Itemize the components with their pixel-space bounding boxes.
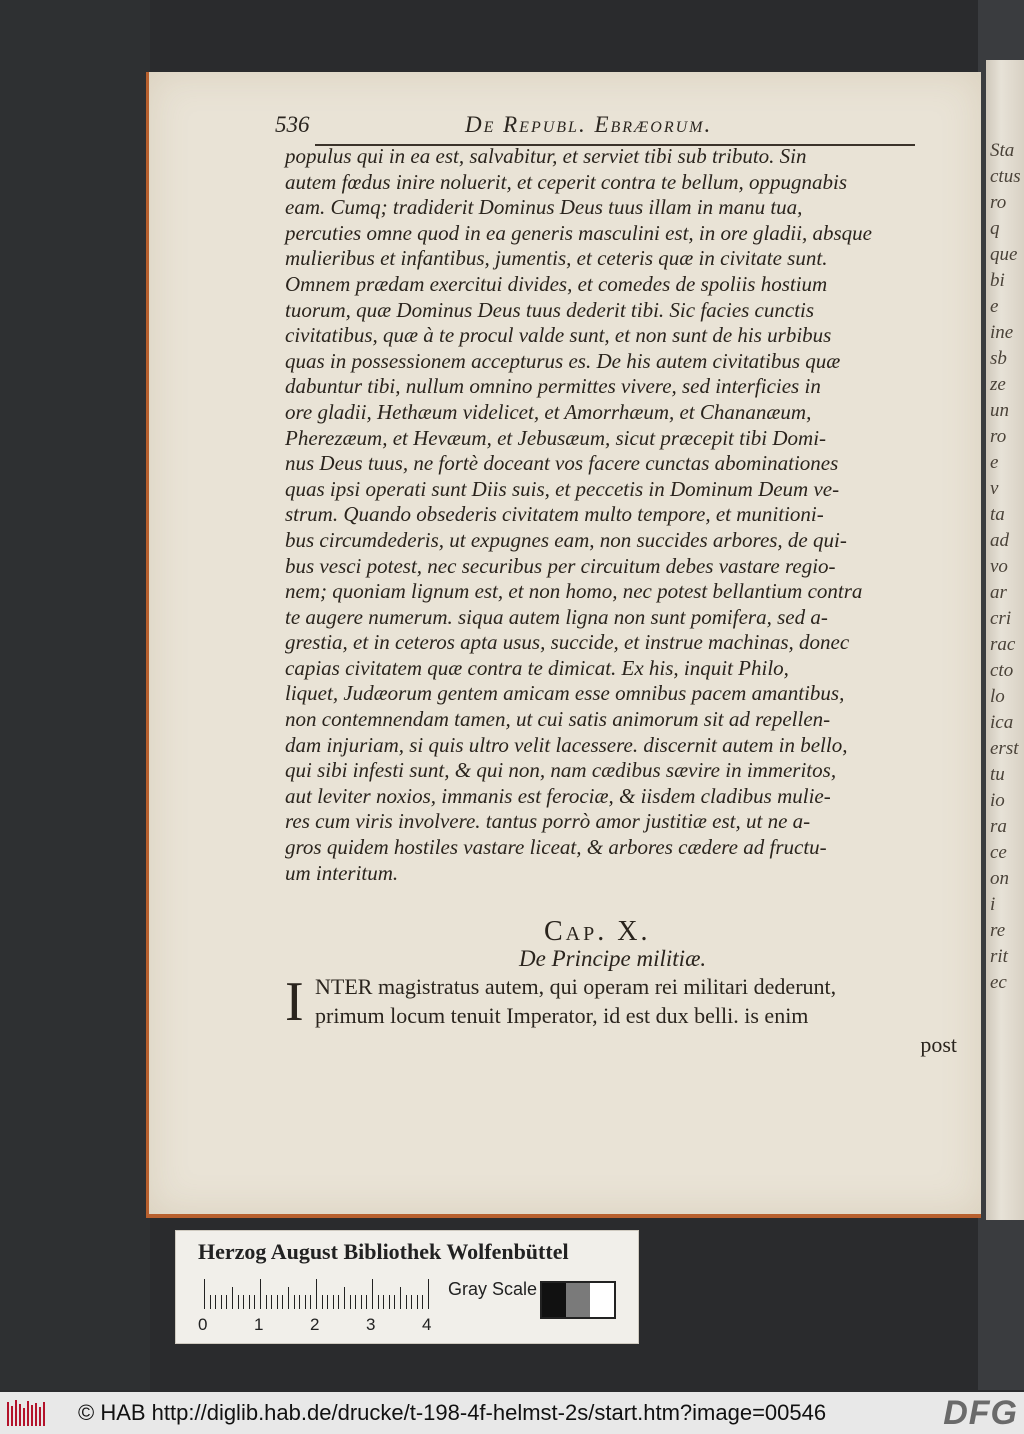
dfg-logo: DFG — [943, 1394, 1018, 1432]
adjacent-page-fragment: sb — [990, 348, 1007, 369]
text-line: populus qui in ea est, salvabitur, et serviet tibi sub tributo. Sin — [285, 144, 807, 168]
text-line: quas in possessionem accepturus es. De his autem civitatibus quæ — [285, 348, 841, 373]
gray-patch-mid — [566, 1283, 590, 1317]
adjacent-page-fragment: rit — [990, 946, 1008, 967]
gray-scale-swatch — [540, 1281, 616, 1319]
ruler-tick — [327, 1295, 328, 1309]
ruler-tick — [204, 1279, 205, 1309]
adjacent-page-fragment: ica — [990, 712, 1014, 733]
adjacent-page-fragment: ro — [990, 192, 1007, 213]
adjacent-page-fragment: vo — [990, 556, 1008, 577]
adjacent-page-fragment: ine — [990, 322, 1014, 343]
text-line: NTER magistratus autem, qui operam rei militari dederunt, — [315, 974, 837, 999]
text-line: capias civitatem quæ contra te dimicat. Ex his, inquit Philo, — [285, 655, 789, 680]
ruler-tick — [260, 1279, 261, 1309]
adjacent-page-fragment: bi — [990, 270, 1005, 291]
ruler-tick — [282, 1295, 283, 1309]
ruler-tick — [355, 1295, 356, 1309]
ruler-tick — [361, 1295, 362, 1309]
ruler-label: 4 — [422, 1315, 432, 1334]
ruler — [204, 1279, 436, 1309]
adjacent-page-fragment: ra — [990, 816, 1007, 837]
text-line: nem; quoniam lignum est, et non homo, nec potest bellantium contra — [285, 579, 863, 604]
footer-bar — [0, 1392, 1024, 1434]
ruler-label: 2 — [310, 1315, 320, 1334]
ruler-tick — [333, 1295, 334, 1309]
ruler-tick — [383, 1295, 384, 1309]
text-line: autem fœdus inire noluerit, et ceperit contra te bellum, oppugnabis — [285, 169, 848, 194]
adjacent-page-fragment: ctus — [990, 166, 1021, 187]
ruler-tick — [316, 1279, 317, 1309]
ruler-tick — [294, 1295, 295, 1309]
body-text — [285, 144, 970, 886]
chapter-subtitle: De Principe militiæ. — [519, 946, 707, 971]
text-line: gros quidem hostiles vastare liceat, & arbores cædere ad fructu- — [285, 835, 827, 860]
text-line: Pherezæum, et Hevæum, et Jebusæum, sicut præcepit tibi Domi- — [285, 425, 827, 450]
ruler-tick — [238, 1295, 239, 1309]
ruler-label: 0 — [198, 1315, 208, 1334]
adjacent-page-fragment: erst — [990, 738, 1019, 759]
chapter-heading: Cap. X. — [544, 916, 651, 947]
text-line: bus vesci potest, nec securibus per circuitum debes vastare regio- — [285, 553, 836, 578]
copyright-url[interactable]: © HAB http://diglib.hab.de/drucke/t-198-4f-helmst-2s/start.htm?image=00546 — [78, 1400, 827, 1425]
ruler-tick — [428, 1279, 429, 1309]
book-page — [146, 72, 981, 1218]
ruler-tick — [411, 1295, 412, 1309]
adjacent-page-fragment: ro — [990, 426, 1007, 447]
ruler-tick — [266, 1295, 267, 1309]
ruler-tick — [378, 1295, 379, 1309]
ruler-tick — [350, 1295, 351, 1309]
adjacent-page-fragment: tu — [990, 764, 1005, 785]
text-line: percuties omne quod in ea generis masculini est, in ore gladii, absque — [285, 220, 872, 245]
text-line: eam. Cumq; tradiderit Dominus Deus tuus illam in manu tua, — [285, 195, 803, 220]
adjacent-page-fragment: ce — [990, 842, 1007, 863]
ruler-tick — [400, 1287, 401, 1309]
adjacent-page-fragment: io — [990, 790, 1005, 811]
gray-scale-label: Gray Scale — [448, 1279, 538, 1299]
text-line: dam injuriam, si quis ultro velit lacessere. discernit autem in bello, — [285, 732, 848, 757]
text-line: dabuntur tibi, nullum omnino permittes vivere, sed interficies in — [285, 374, 821, 399]
gray-patch-dark — [542, 1283, 566, 1317]
scanner-background-left — [0, 0, 150, 1390]
ruler-tick — [338, 1295, 339, 1309]
adjacent-page-fragment: v — [990, 478, 999, 499]
ruler-tick — [299, 1295, 300, 1309]
text-line: tuorum, quæ Dominus Deus tuus dederit tibi. Sic facies cunctis — [285, 297, 815, 322]
ruler-tick — [372, 1279, 373, 1309]
adjacent-page-fragment: ad — [990, 530, 1009, 551]
ruler-tick — [406, 1295, 407, 1309]
adjacent-page-fragment: rac — [990, 634, 1016, 655]
drop-capital: I — [285, 971, 304, 1033]
adjacent-page-fragment: i — [990, 894, 996, 915]
adjacent-page-fragment: un — [990, 400, 1009, 421]
ruler-tick — [288, 1287, 289, 1309]
text-line: mulieribus et infantibus, jumentis, et ceteris quæ in civitate sunt. — [285, 246, 828, 271]
ruler-tick — [305, 1295, 306, 1309]
library-name: Herzog August Bibliothek Wolfenbüttel — [198, 1239, 569, 1264]
text-line: civitatibus, quæ à te procul valde sunt, et non sunt de his urbibus — [285, 323, 832, 348]
text-line: non contemnendam tamen, ut cui satis animorum sit ad repellen- — [285, 707, 831, 732]
ruler-tick — [277, 1295, 278, 1309]
adjacent-page-fragment: ar — [990, 582, 1007, 603]
ruler-tick — [366, 1295, 367, 1309]
ruler-tick — [422, 1295, 423, 1309]
ruler-tick — [226, 1295, 227, 1309]
text-line: nus Deus tuus, ne fortè doceant vos facere cunctas abominationes — [285, 451, 839, 476]
text-line: strum. Quando obsederis civitatem multo tempore, et munitioni- — [285, 502, 824, 527]
text-line: um interitum. — [285, 860, 399, 885]
text-line: liquet, Judæorum gentem amicam esse omnibus pacem amantibus, — [285, 681, 845, 706]
adjacent-page-edge — [986, 60, 1024, 1220]
adjacent-page-fragment: e — [990, 296, 999, 317]
ruler-tick — [271, 1295, 272, 1309]
text-line: quas ipsi operati sunt Diis suis, et peccetis in Dominum Deum ve- — [285, 476, 840, 501]
catchword: post — [920, 1032, 957, 1057]
adjacent-page-fragment: ec — [990, 972, 1007, 993]
text-line: te augere numerum. siqua autem ligna non sunt pomifera, sed a- — [285, 604, 828, 629]
ruler-tick — [215, 1295, 216, 1309]
adjacent-page-fragment: e — [990, 452, 999, 473]
text-line: ore gladii, Hethæum videlicet, et Amorrhæum, et Chananæum, — [285, 399, 812, 424]
adjacent-page-fragment: ze — [990, 374, 1006, 395]
ruler-tick — [210, 1295, 211, 1309]
running-title: De Republ. Ebræorum. — [465, 112, 713, 137]
hab-logo-icon — [6, 1398, 48, 1428]
ruler-tick — [389, 1295, 390, 1309]
text-line: bus circumdederis, ut expugnes eam, non succides arbores, de qui- — [285, 527, 847, 552]
adjacent-page-fragment: ta — [990, 504, 1005, 525]
ruler-tick — [249, 1295, 250, 1309]
adjacent-page-fragment: cri — [990, 608, 1012, 629]
ruler-label: 3 — [366, 1315, 376, 1334]
ruler-tick — [344, 1287, 345, 1309]
ruler-tick — [417, 1295, 418, 1309]
ruler-tick — [394, 1295, 395, 1309]
adjacent-page-fragment: que — [990, 244, 1018, 265]
ruler-tick — [221, 1295, 222, 1309]
adjacent-page-fragment: Sta — [990, 140, 1015, 161]
text-line: grestia, et in ceteros apta usus, succide, et instrue machinas, donec — [285, 630, 850, 655]
reference-card — [175, 1230, 639, 1344]
text-line: qui sibi infesti sunt, & qui non, nam cædibus sævire in immeritos, — [285, 758, 837, 783]
text-line: aut leviter noxios, immanis est ferociæ, & iisdem cladibus mulie- — [285, 783, 831, 808]
ruler-tick — [322, 1295, 323, 1309]
adjacent-page-fragment: lo — [990, 686, 1005, 707]
page-number: 536 — [275, 112, 310, 137]
adjacent-page-fragment: on — [990, 868, 1009, 889]
adjacent-page-fragment: re — [990, 920, 1006, 941]
gray-patch-light — [590, 1283, 614, 1317]
ruler-tick — [254, 1295, 255, 1309]
ruler-label: 1 — [254, 1315, 264, 1334]
adjacent-page-fragment: q — [990, 218, 1000, 239]
text-line: primum locum tenuit Imperator, id est dux belli. is enim — [315, 1003, 809, 1028]
ruler-tick — [310, 1295, 311, 1309]
adjacent-page-fragment: cto — [990, 660, 1014, 681]
ruler-tick — [232, 1287, 233, 1309]
text-line: res cum viris involvere. tantus porrò amor justitiæ est, ut ne a- — [285, 809, 811, 834]
text-line: Omnem prædam exercitui divides, et comedes de spoliis hostium — [285, 271, 828, 296]
chapter-text — [285, 972, 975, 1059]
running-head — [275, 112, 935, 148]
ruler-tick — [243, 1295, 244, 1309]
